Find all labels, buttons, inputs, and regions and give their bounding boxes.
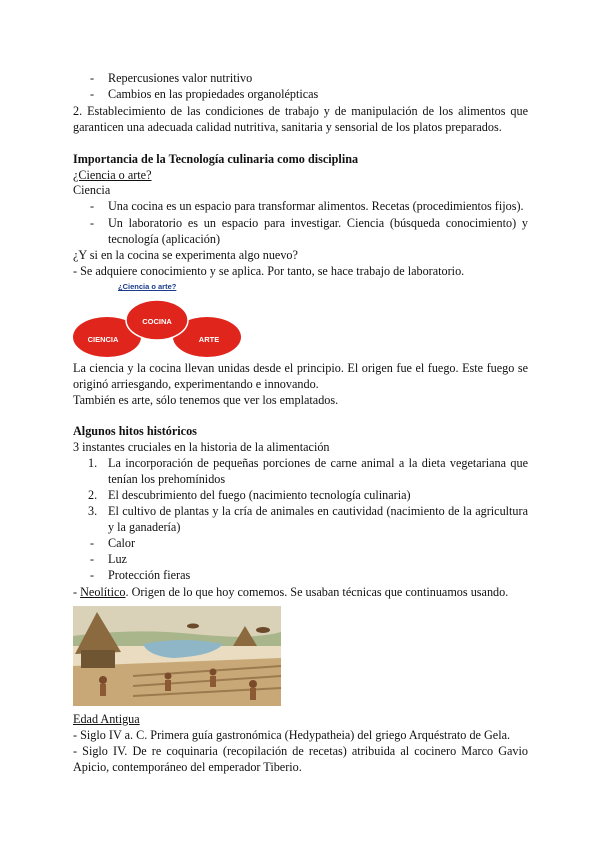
bullet-text: Calor: [108, 536, 136, 550]
neolitico-line: - Neolítico. Origen de lo que hoy comemos. Se usaban técnicas que continuamos usando.: [73, 585, 509, 599]
bullet-dash: -: [90, 199, 95, 213]
answer-line: - Se adquiere conocimiento y se aplica. Por tanto, se hace trabajo de laboratorio.: [73, 264, 465, 278]
neolitico-text: . Origen de lo que hoy comemos. Se usaban técnicas que continuamos usando.: [125, 585, 509, 599]
list-text-cont: tenían los prehomínidos: [108, 472, 226, 486]
neolithic-illustration: [73, 606, 281, 706]
neolitico-label: Neolítico: [80, 585, 126, 599]
bullet-text: Repercusiones valor nutritivo: [108, 71, 253, 85]
bullet-text-cont: tecnología (aplicación): [108, 232, 221, 246]
bullet-dash: -: [90, 216, 95, 230]
section-heading: Edad Antigua: [73, 712, 140, 726]
section-heading: Algunos hitos históricos: [73, 424, 197, 438]
bullet-dash: -: [90, 568, 95, 582]
list-number: 1.: [88, 456, 98, 470]
ciencia-label: CIENCIA: [87, 335, 119, 344]
venn-circles: [73, 282, 243, 358]
list-text: El cultivo de plantas y la cría de animales en cautividad (nacimiento de la agricultura: [108, 504, 528, 518]
diagram-title: ¿Ciencia o arte?: [118, 282, 177, 291]
bullet-text: Luz: [108, 552, 127, 566]
bullet-text: Un laboratorio es un espacio para investigar. Ciencia (búsqueda conocimiento) y: [108, 216, 528, 230]
paragraph-line: También es arte, sólo tenemos que ver los emplatados.: [73, 393, 339, 407]
bullet-dash: -: [90, 87, 95, 101]
bullet-dash: -: [90, 552, 95, 566]
bullet-dash: -: [90, 71, 95, 85]
paragraph-line: - Siglo IV a. C. Primera guía gastronómica (Hedypatheia) del griego Arquéstrato de Gela.: [73, 728, 511, 742]
section-heading: Importancia de la Tecnología culinaria como disciplina: [73, 152, 359, 166]
list-text-cont: y la ganadería): [108, 520, 181, 534]
list-text: El descubrimiento del fuego (nacimiento tecnología culinaria): [108, 488, 411, 502]
question-2: ¿Y si en la cocina se experimenta algo nuevo?: [73, 248, 298, 262]
paragraph-line: La ciencia y la cocina llevan unidas desde el principio. El origen fue el fuego. Este fuego se: [73, 361, 528, 375]
item2-line1: 2. Establecimiento de las condiciones de trabajo y de manipulación de los alimentos que: [73, 104, 528, 118]
bullet-text: Cambios en las propiedades organolépticas: [108, 87, 319, 101]
question-link: ¿Ciencia o arte?: [73, 168, 152, 182]
bullet-text: Una cocina es un espacio para transformar alimentos. Recetas (procedimientos fijos).: [108, 199, 524, 213]
neolithic-scene: [73, 606, 281, 706]
paragraph-line: originó arriesgando, experimentando e innovando.: [73, 377, 319, 391]
item2-line2: garanticen una adecuada calidad nutritiva, sanitaria y sensorial de los platos preparados.: [73, 120, 502, 134]
list-number: 2.: [88, 488, 98, 502]
arte-label: ARTE: [198, 335, 220, 344]
list-number: 3.: [88, 504, 98, 518]
paragraph-line: Apicio, contemporáneo del emperador Tiberio.: [73, 760, 302, 774]
paragraph-line: - Siglo IV. De re coquinaria (recopilación de recetas) atribuida al cocinero Marco Gavio: [73, 744, 528, 758]
ciencia-arte-diagram: [73, 282, 243, 358]
cocina-label: COCINA: [142, 317, 172, 326]
list-text: La incorporación de pequeñas porciones de carne animal a la dieta vegetariana que: [108, 456, 528, 470]
bullet-dash: -: [90, 536, 95, 550]
section-intro: 3 instantes cruciales en la historia de la alimentación: [73, 440, 330, 454]
bullet-text: Protección fieras: [108, 568, 191, 582]
ciencia-label: Ciencia: [73, 183, 111, 197]
